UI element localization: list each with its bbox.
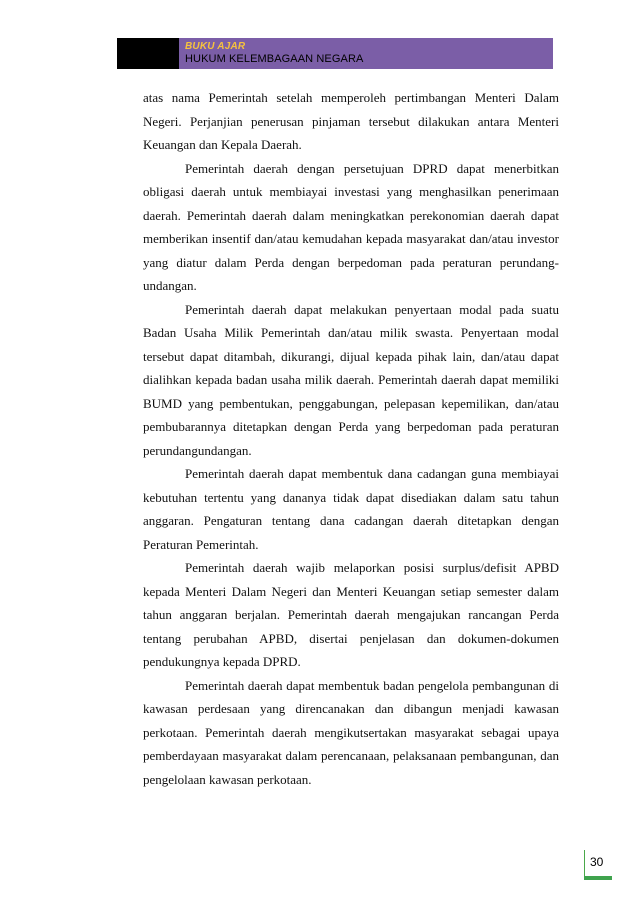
page-number-accent-bar [584,876,612,880]
paragraph: Pemerintah daerah dapat membentuk dana cadangan guna membiayai kebutuhan tertentu yang dananya tidak dapat disediakan dalam satu tahun anggaran. Pengaturan tentang dana cadangan daerah ditetapkan dengan Peraturan Pemerintah. [143,466,559,552]
book-subtitle: HUKUM KELEMBAGAAN NEGARA [185,53,364,65]
page-header [117,38,553,69]
page-number: 30 [590,855,604,869]
header-text [179,38,363,69]
paragraph: Pemerintah daerah wajib melaporkan posisi surplus/defisit APBD kepada Menteri Dalam Negeri dan Menteri Keuangan setiap semester dalam tahun anggaran berjalan. Pemerintah daerah mengajukan rancangan Perda tentang perubahan APBD, disertai penjelasan dan dokumen-dokumen pendukungnya kepada DPRD. [143,560,559,669]
paragraph: Pemerintah daerah dengan persetujuan DPRD dapat menerbitkan obligasi daerah untuk membiayai investasi yang menghasilkan penerimaan daerah. Pemerintah daerah dalam meningkatkan perekonomian daerah dapat memberikan insentif dan/atau kemudahan kepada masyarakat dan/atau investor yang diatur dalam Perda dengan berpedoman pada peraturan perundang-undangan. [143,160,559,293]
paragraph: Pemerintah daerah dapat membentuk badan pengelola pembangunan di kawasan perdesaan yang direncanakan dan dibangun menjadi kawasan perkotaan. Pemerintah daerah mengikutsertakan masyarakat sebagai upaya pemberdayaan masyarakat dalam perencanaan, pelaksanaan pembangunan, dan pengelolaan kawasan perkotaan. [143,677,559,787]
body-text [143,86,559,791]
paragraph: Pemerintah daerah dapat melakukan penyertaan modal pada suatu Badan Usaha Milik Pemerintah dan/atau milik swasta. Penyertaan modal tersebut dapat ditambah, dikurangi, dijual kepada pihak lain, dan/atau dapat dialihkan kepada badan usaha milik daerah. Pemerintah daerah dapat memiliki BUMD yang pembentukan, penggabungan, pelepasan kepemilikan, dan/atau pembubarannya ditetapkan dengan Perda yang berpedoman pada peraturan perundangundangan. [143,301,559,458]
paragraph: atas nama Pemerintah setelah memperoleh pertimbangan Menteri Dalam Negeri. Perjanjian penerusan pinjaman tersebut dilakukan antara Menteri Keuangan dan Kepala Daerah. [143,90,559,152]
book-title: BUKU AJAR [185,41,246,52]
header-black-block [117,38,179,69]
